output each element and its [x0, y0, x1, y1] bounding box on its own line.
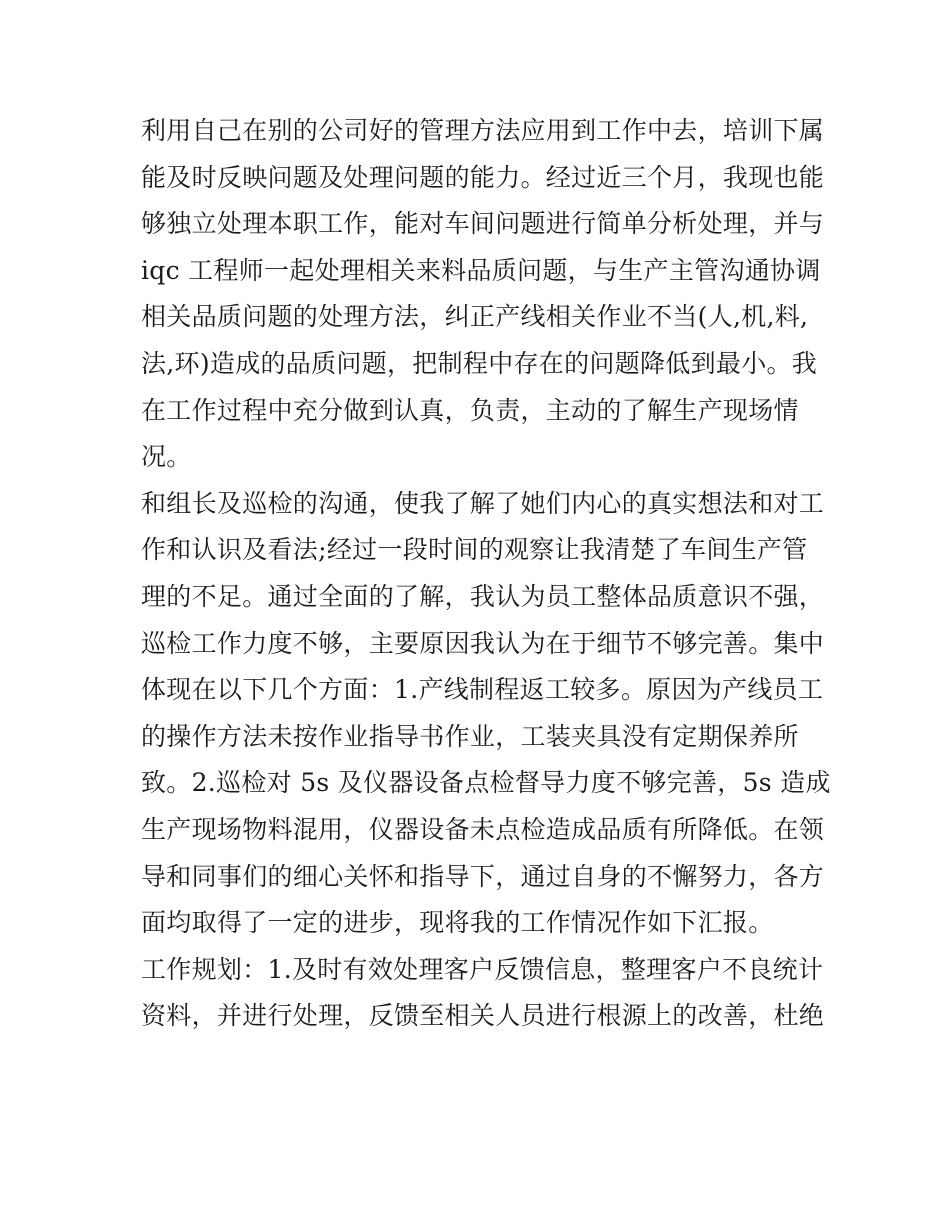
text-line: 的操作方法未按作业指导书作业，工装夹具没有定期保养所 [141, 721, 799, 751]
text-line: 作和认识及看法;经过一段时间的观察让我清楚了车间生产管 [141, 535, 808, 565]
text-line: 致。2.巡检对 5s 及仪器设备点检督导力度不够完善，5s 造成 [141, 768, 831, 798]
body-text [141, 108, 831, 1040]
text-line: 巡检工作力度不够，主要原因我认为在于细节不够完善。集中 [141, 628, 825, 658]
paragraph-1 [141, 108, 825, 481]
text-line: 生产现场物料混用，仪器设备未点检造成品质有所降低。在领 [141, 814, 825, 844]
text-line: 况。 [141, 442, 192, 472]
text-line: 够独立处理本职工作，能对车间问题进行简单分析处理，并与 [141, 209, 825, 239]
text-line: 能及时反映问题及处理问题的能力。经过近三个月，我现也能 [141, 162, 825, 192]
text-line: 理的不足。通过全面的了解，我认为员工整体品质意识不强， [141, 581, 825, 611]
text-line: 在工作过程中充分做到认真，负责，主动的了解生产现场情 [141, 395, 799, 425]
paragraph-3 [141, 947, 825, 1040]
text-line: 工作规划：1.及时有效处理客户反馈信息，整理客户不良统计 [141, 954, 824, 984]
text-line: 面均取得了一定的进步，现将我的工作情况作如下汇报。 [141, 908, 774, 938]
text-line: 法,环)造成的品质问题，把制程中存在的问题降低到最小。我 [141, 348, 818, 378]
text-line: iqc 工程师一起处理相关来料品质问题，与生产主管沟通协调 [141, 255, 821, 285]
text-line: 相关品质问题的处理方法，纠正产线相关作业不当(人,机,料, [141, 302, 809, 332]
text-line: 利用自己在别的公司好的管理方法应用到工作中去，培训下属 [141, 116, 825, 145]
text-line: 和组长及巡检的沟通，使我了解了她们内心的真实想法和对工 [141, 488, 825, 518]
text-line: 资料，并进行处理，反馈至相关人员进行根源上的改善，杜绝 [141, 1001, 825, 1031]
text-line: 导和同事们的细心关怀和指导下，通过自身的不懈努力，各方 [141, 861, 825, 891]
text-line: 体现在以下几个方面：1.产线制程返工较多。原因为产线员工 [141, 675, 824, 705]
paragraph-2 [141, 481, 831, 947]
